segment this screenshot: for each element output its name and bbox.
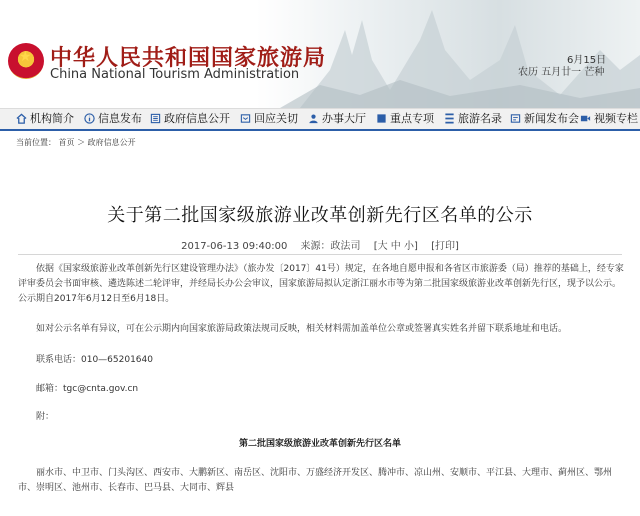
nav-label: 回应关切	[254, 112, 298, 125]
org-name-en: China National Tourism Administration	[50, 67, 300, 82]
list-icon	[150, 113, 161, 124]
article-paragraph-1: 依据《国家级旅游业改革创新先行区建设管理办法》（旅办发〔2017〕41号）规定，在各地自愿申报和各省区市旅游委（局）推荐的基础上，经专家评审委员会书面审核、遴选陈述二轮评审，并经局长办公会审议，国家旅游局拟认定浙江丽水市等为第二批国家级旅游业改革创新先行区，现予以公示。公示期自2017年6月12日至6月18日。	[18, 264, 624, 304]
lunar-date-display: 农历 五月廿一 芒种	[518, 67, 605, 78]
nav-item-press[interactable]	[510, 110, 579, 128]
breadcrumb	[16, 137, 136, 148]
nav-label: 信息发布	[98, 112, 142, 125]
topic-icon	[376, 113, 387, 124]
contact-phone: 联系电话：010—65201640	[36, 355, 153, 365]
nav-item-info[interactable]	[84, 110, 142, 128]
nav-item-video[interactable]	[580, 110, 638, 128]
breadcrumb-current-link[interactable]: 政府信息公开	[87, 138, 136, 147]
main-nav	[0, 108, 640, 131]
nav-label: 机构简介	[30, 112, 74, 125]
contact-email[interactable]: 邮箱：tgc@cnta.gov.cn	[36, 384, 139, 394]
nav-item-gov-info[interactable]	[150, 110, 230, 128]
font-size-toggle[interactable]: [大 中 小]	[373, 241, 418, 252]
nav-label: 政府信息公开	[164, 112, 230, 125]
info-icon	[84, 113, 95, 124]
nav-item-response[interactable]	[240, 110, 298, 128]
nav-label: 办事大厅	[322, 112, 366, 125]
attachment-label: 附：	[36, 412, 55, 422]
breadcrumb-home-link[interactable]: 首页	[58, 138, 75, 147]
hall-icon	[308, 113, 319, 124]
breadcrumb-prefix: 当前位置：	[16, 138, 56, 147]
nav-item-key-topics[interactable]	[376, 110, 434, 128]
nav-label: 重点专项	[390, 112, 434, 125]
article-meta	[0, 237, 640, 252]
article-title: 关于第二批国家级旅游业改革创新先行区名单的公示	[107, 205, 533, 226]
nav-label: 旅游名录	[458, 112, 502, 125]
title-divider	[18, 254, 622, 255]
nav-label: 新闻发布会	[524, 112, 579, 125]
nav-item-service-hall[interactable]	[308, 110, 366, 128]
nav-item-about[interactable]	[16, 110, 74, 128]
home-icon	[16, 113, 27, 124]
nav-item-directory[interactable]	[444, 110, 502, 128]
print-button[interactable]: [打印]	[431, 241, 459, 252]
publish-date: 2017-06-13 09:40:00	[181, 241, 288, 252]
message-icon	[240, 113, 251, 124]
press-icon	[510, 113, 521, 124]
article-source: 来源：政法司	[300, 241, 361, 252]
directory-icon	[444, 113, 455, 124]
site-header	[0, 0, 640, 108]
breadcrumb-separator: ＞	[77, 138, 86, 147]
nav-label: 视频专栏	[594, 112, 638, 125]
national-emblem-icon[interactable]: ★	[8, 43, 44, 79]
article-paragraph-2: 如对公示名单有异议，可在公示期内向国家旅游局政策法规司反映，相关材料需加盖单位公章或签署真实姓名并留下联系地址和电话。	[36, 324, 568, 334]
list-title: 第二批国家级旅游业改革创新先行区名单	[238, 439, 401, 449]
video-icon	[580, 113, 591, 124]
list-body: 丽水市、中卫市、门头沟区、西安市、大鹏新区、南岳区、沈阳市、万盛经济开发区、腾冲市、凉山州、安顺市、平江县、大理市、蓟州区、鄂州市、崇明区、池州市、长春市、巴马县、大同市、辉县	[18, 468, 613, 493]
date-display: 6月15日	[567, 55, 607, 66]
org-name-cn[interactable]: 中华人民共和国国家旅游局	[50, 46, 327, 71]
